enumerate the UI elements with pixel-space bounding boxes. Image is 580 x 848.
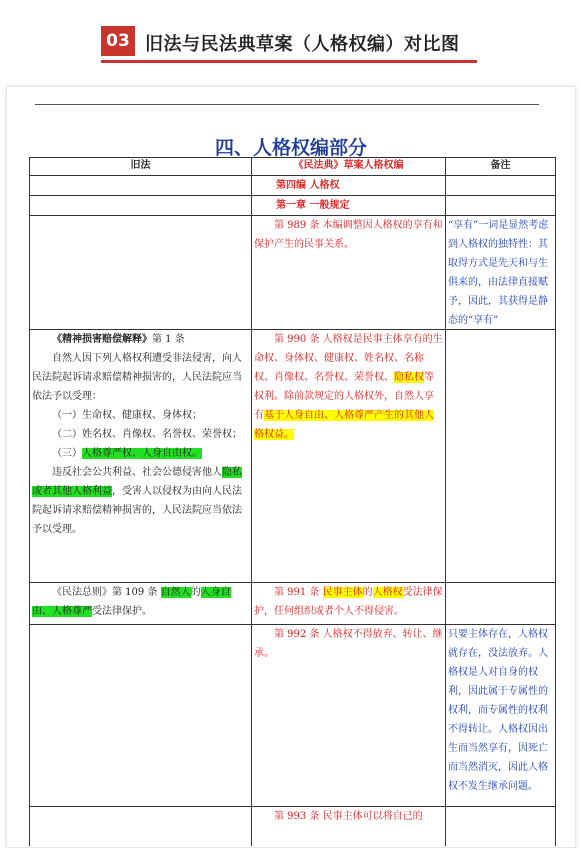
- row4-draft-c: 等权利。除前款规定的人格权外，自然人享有: [254, 372, 434, 421]
- row4-note: [445, 329, 556, 582]
- row5-old-a: 《民法总则》第 109 条: [52, 587, 161, 598]
- row4-old-para2-highlight: 隐私或者其他人格利益: [32, 467, 242, 497]
- row4-draft: [251, 329, 445, 582]
- row4-old-item3-highlight: 人格尊严权、人身自由权。: [82, 448, 202, 459]
- row5-old-e: 受法律保护。: [92, 606, 152, 617]
- row4-old-item3-label: （三）: [52, 448, 82, 459]
- row7-note: [445, 806, 556, 846]
- row4-draft-a: 第 990 条 人格权是民事主体享有的生命权、身体权、健康权、姓名权、名称权、肖像权、名誉权、荣誉权、: [254, 334, 443, 383]
- row4-old-para1: 自然人因下列人格权利遭受非法侵害，向人民法院起诉请求赔偿精神损害的，人民法院应当依法予以受理：: [32, 353, 242, 402]
- horizontal-rule: [35, 104, 539, 105]
- row2-draft: 第一章 一般规定: [251, 195, 445, 215]
- section-number-badge: 03: [101, 26, 135, 56]
- title-underline: [101, 60, 477, 63]
- row5-draft-a: 第 991 条: [274, 587, 323, 598]
- row3-old: [29, 215, 251, 329]
- header-note: 备注: [445, 157, 556, 175]
- row5-old-c: 的: [190, 587, 201, 598]
- row5-draft-personality-right: 人格权: [372, 587, 403, 598]
- row4-old-item2: （二）姓名权、肖像权、名誉权、荣誉权；: [52, 429, 242, 440]
- row5-old-highlight: 人身自由、人格尊严: [32, 587, 231, 617]
- row6-note: 只要主体存在，人格权就存在，没法放弃。人格权是人对自身的权利，因此属于专属性的权利，而专属性的权利不得转让。人格权因出生而当然享有，因死亡而当然消灭，因此人格权不发生继承问题。: [445, 624, 556, 806]
- row1-note: [445, 175, 556, 195]
- article-header: [0, 0, 580, 78]
- article-title: 旧法与民法典草案（人格权编）对比图: [145, 34, 460, 55]
- row7-old: [29, 806, 251, 846]
- row5-old-natural-person: 自然人: [160, 587, 191, 598]
- row7-draft: 第 993 条 民事主体可以将自己的: [251, 806, 445, 846]
- row1-draft: 第四编 人格权: [251, 175, 445, 195]
- section-title: 四、人格权编部分: [214, 137, 367, 159]
- row4-old-source: 《精神损害赔偿解释》: [52, 334, 152, 345]
- row4-old-para2-c: ，受害人以侵权为由向人民法院起诉请求赔偿精神损害的，人民法院应当依法予以受理。: [32, 486, 242, 535]
- document-image: [6, 86, 576, 848]
- header-draft: 《民法典》草案人格权编: [251, 157, 445, 175]
- row3-draft: 第 989 条 本编调整因人格权的享有和保护产生的民事关系。: [251, 215, 445, 329]
- row4-old-para2-a: 违反社会公共利益、社会公德侵害他人: [52, 467, 222, 478]
- row5-old: [29, 582, 251, 624]
- row5-draft-e: 受法律保护，任何组织或者个人不得侵害。: [254, 587, 443, 617]
- row6-old: [29, 624, 251, 806]
- header-old: 旧法: [29, 157, 251, 175]
- row5-draft-subject: 民事主体: [322, 587, 363, 598]
- row5-draft-c: 的: [362, 587, 373, 598]
- row5-draft: [251, 582, 445, 624]
- row3-note: “享有”一词是显然考虑到人格权的独特性：其取得方式是先天和与生俱来的，由法律直接赋予，因此，其获得是静态的“享有”: [445, 215, 556, 329]
- row4-old: [29, 329, 251, 582]
- row5-note: [445, 582, 556, 624]
- row6-draft: 第 992 条 人格权不得放弃、转让、继承。: [251, 624, 445, 806]
- row4-draft-highlight: 基于人身自由、人格尊严产生的其他人格权益。: [254, 410, 434, 440]
- row2-note: [445, 195, 556, 215]
- row4-old-item1: （一）生命权、健康权、身体权；: [52, 410, 202, 421]
- row2-old: [29, 195, 251, 215]
- row4-old-article: 第 1 条: [152, 334, 185, 345]
- row4-draft-privacy: 隐私权: [394, 372, 424, 383]
- row1-old: [29, 175, 251, 195]
